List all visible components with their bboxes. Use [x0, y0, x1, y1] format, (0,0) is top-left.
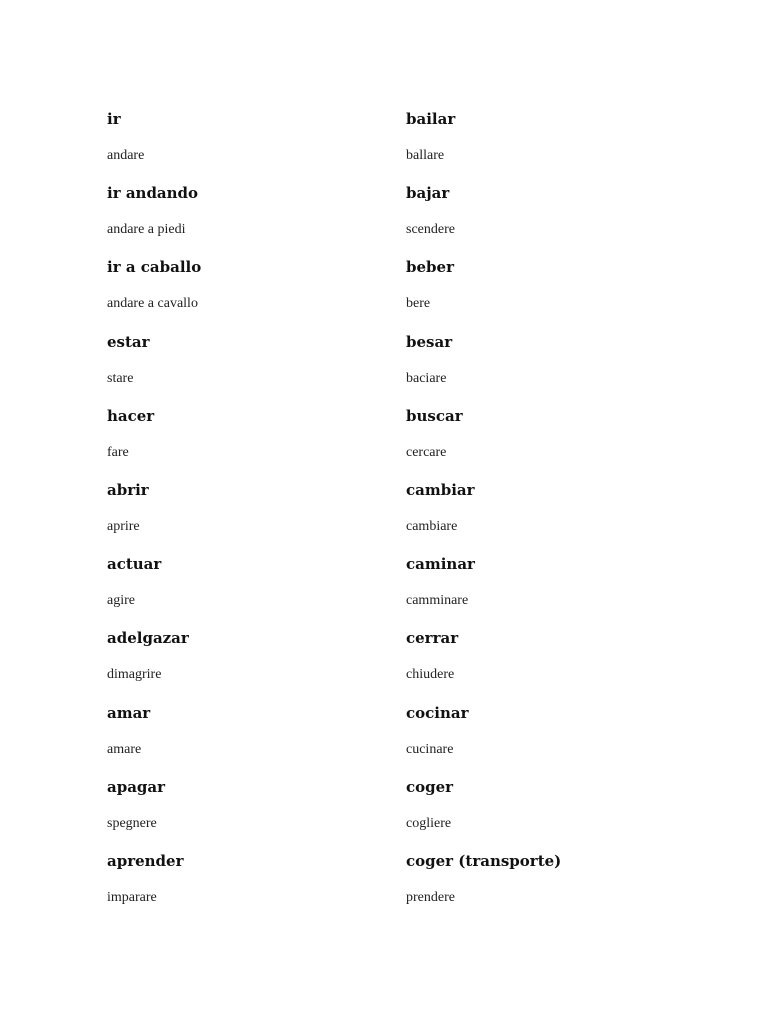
spanish-term: bailar — [406, 110, 456, 128]
spanish-term: actuar — [107, 555, 162, 574]
italian-translation: scendere — [406, 222, 455, 238]
italian-translation: cambiare — [406, 518, 458, 534]
spanish-term: cerrar — [406, 629, 459, 648]
spanish-term: ir a caballo — [107, 258, 202, 277]
vocab-entry — [406, 406, 706, 480]
vocab-entry — [406, 480, 706, 554]
vocab-entry — [107, 406, 407, 480]
vocab-entry — [107, 777, 407, 851]
italian-translation: amare — [107, 741, 142, 757]
vocab-entry — [406, 183, 706, 257]
spanish-term: adelgazar — [107, 629, 189, 648]
italian-translation: dimagrire — [107, 667, 162, 683]
italian-translation: agire — [107, 593, 135, 609]
vocab-entry — [406, 703, 706, 777]
italian-translation: camminare — [406, 593, 469, 609]
vocab-entry — [406, 851, 706, 925]
spanish-term: hacer — [107, 406, 155, 425]
italian-translation: andare — [107, 148, 145, 163]
vocab-entry — [406, 109, 706, 183]
vocab-entry — [406, 257, 706, 331]
italian-translation: baciare — [406, 370, 447, 386]
spanish-term: cocinar — [406, 703, 469, 722]
vocab-entry — [107, 332, 407, 406]
vocab-entry — [406, 332, 706, 406]
spanish-term: beber — [406, 258, 454, 277]
italian-translation: bere — [406, 296, 431, 312]
spanish-term: ir — [107, 110, 121, 128]
italian-translation: stare — [107, 370, 134, 386]
italian-translation: prendere — [406, 889, 455, 905]
spanish-term: caminar — [406, 555, 475, 574]
spanish-term: buscar — [406, 406, 463, 425]
spanish-term: besar — [406, 332, 453, 351]
vocab-entry — [107, 851, 407, 925]
vocab-entry — [107, 554, 407, 628]
italian-translation: chiudere — [406, 667, 455, 683]
vocab-entry — [107, 183, 407, 257]
vocab-entry — [107, 703, 407, 777]
italian-translation: andare a piedi — [107, 222, 186, 238]
italian-translation: cucinare — [406, 741, 454, 757]
italian-translation: spegnere — [107, 815, 157, 831]
italian-translation: cogliere — [406, 815, 452, 831]
vocab-entry — [406, 777, 706, 851]
spanish-term: cambiar — [406, 480, 475, 499]
spanish-term: estar — [107, 332, 150, 351]
spanish-term: ir andando — [107, 184, 199, 203]
spanish-term: amar — [107, 703, 151, 722]
spanish-term: aprender — [107, 851, 184, 870]
vocab-entry — [107, 628, 407, 702]
vocab-entry — [107, 480, 407, 554]
vocab-entry — [406, 554, 706, 628]
italian-translation: cercare — [406, 444, 447, 460]
spanish-term: coger — [406, 777, 454, 796]
spanish-term: bajar — [406, 184, 450, 203]
italian-translation: andare a cavallo — [107, 296, 198, 312]
italian-translation: aprire — [107, 518, 140, 534]
vocab-entry — [107, 109, 407, 183]
italian-translation: ballare — [406, 148, 445, 163]
spanish-term: abrir — [107, 480, 149, 499]
italian-translation: fare — [107, 444, 129, 460]
italian-translation: imparare — [107, 889, 157, 905]
vocabulary-column-left — [107, 109, 407, 925]
vocab-entry — [406, 628, 706, 702]
vocabulary-column-right — [406, 109, 706, 925]
vocab-entry — [107, 257, 407, 331]
spanish-term: apagar — [107, 777, 166, 796]
spanish-term: coger (transporte) — [406, 851, 562, 870]
